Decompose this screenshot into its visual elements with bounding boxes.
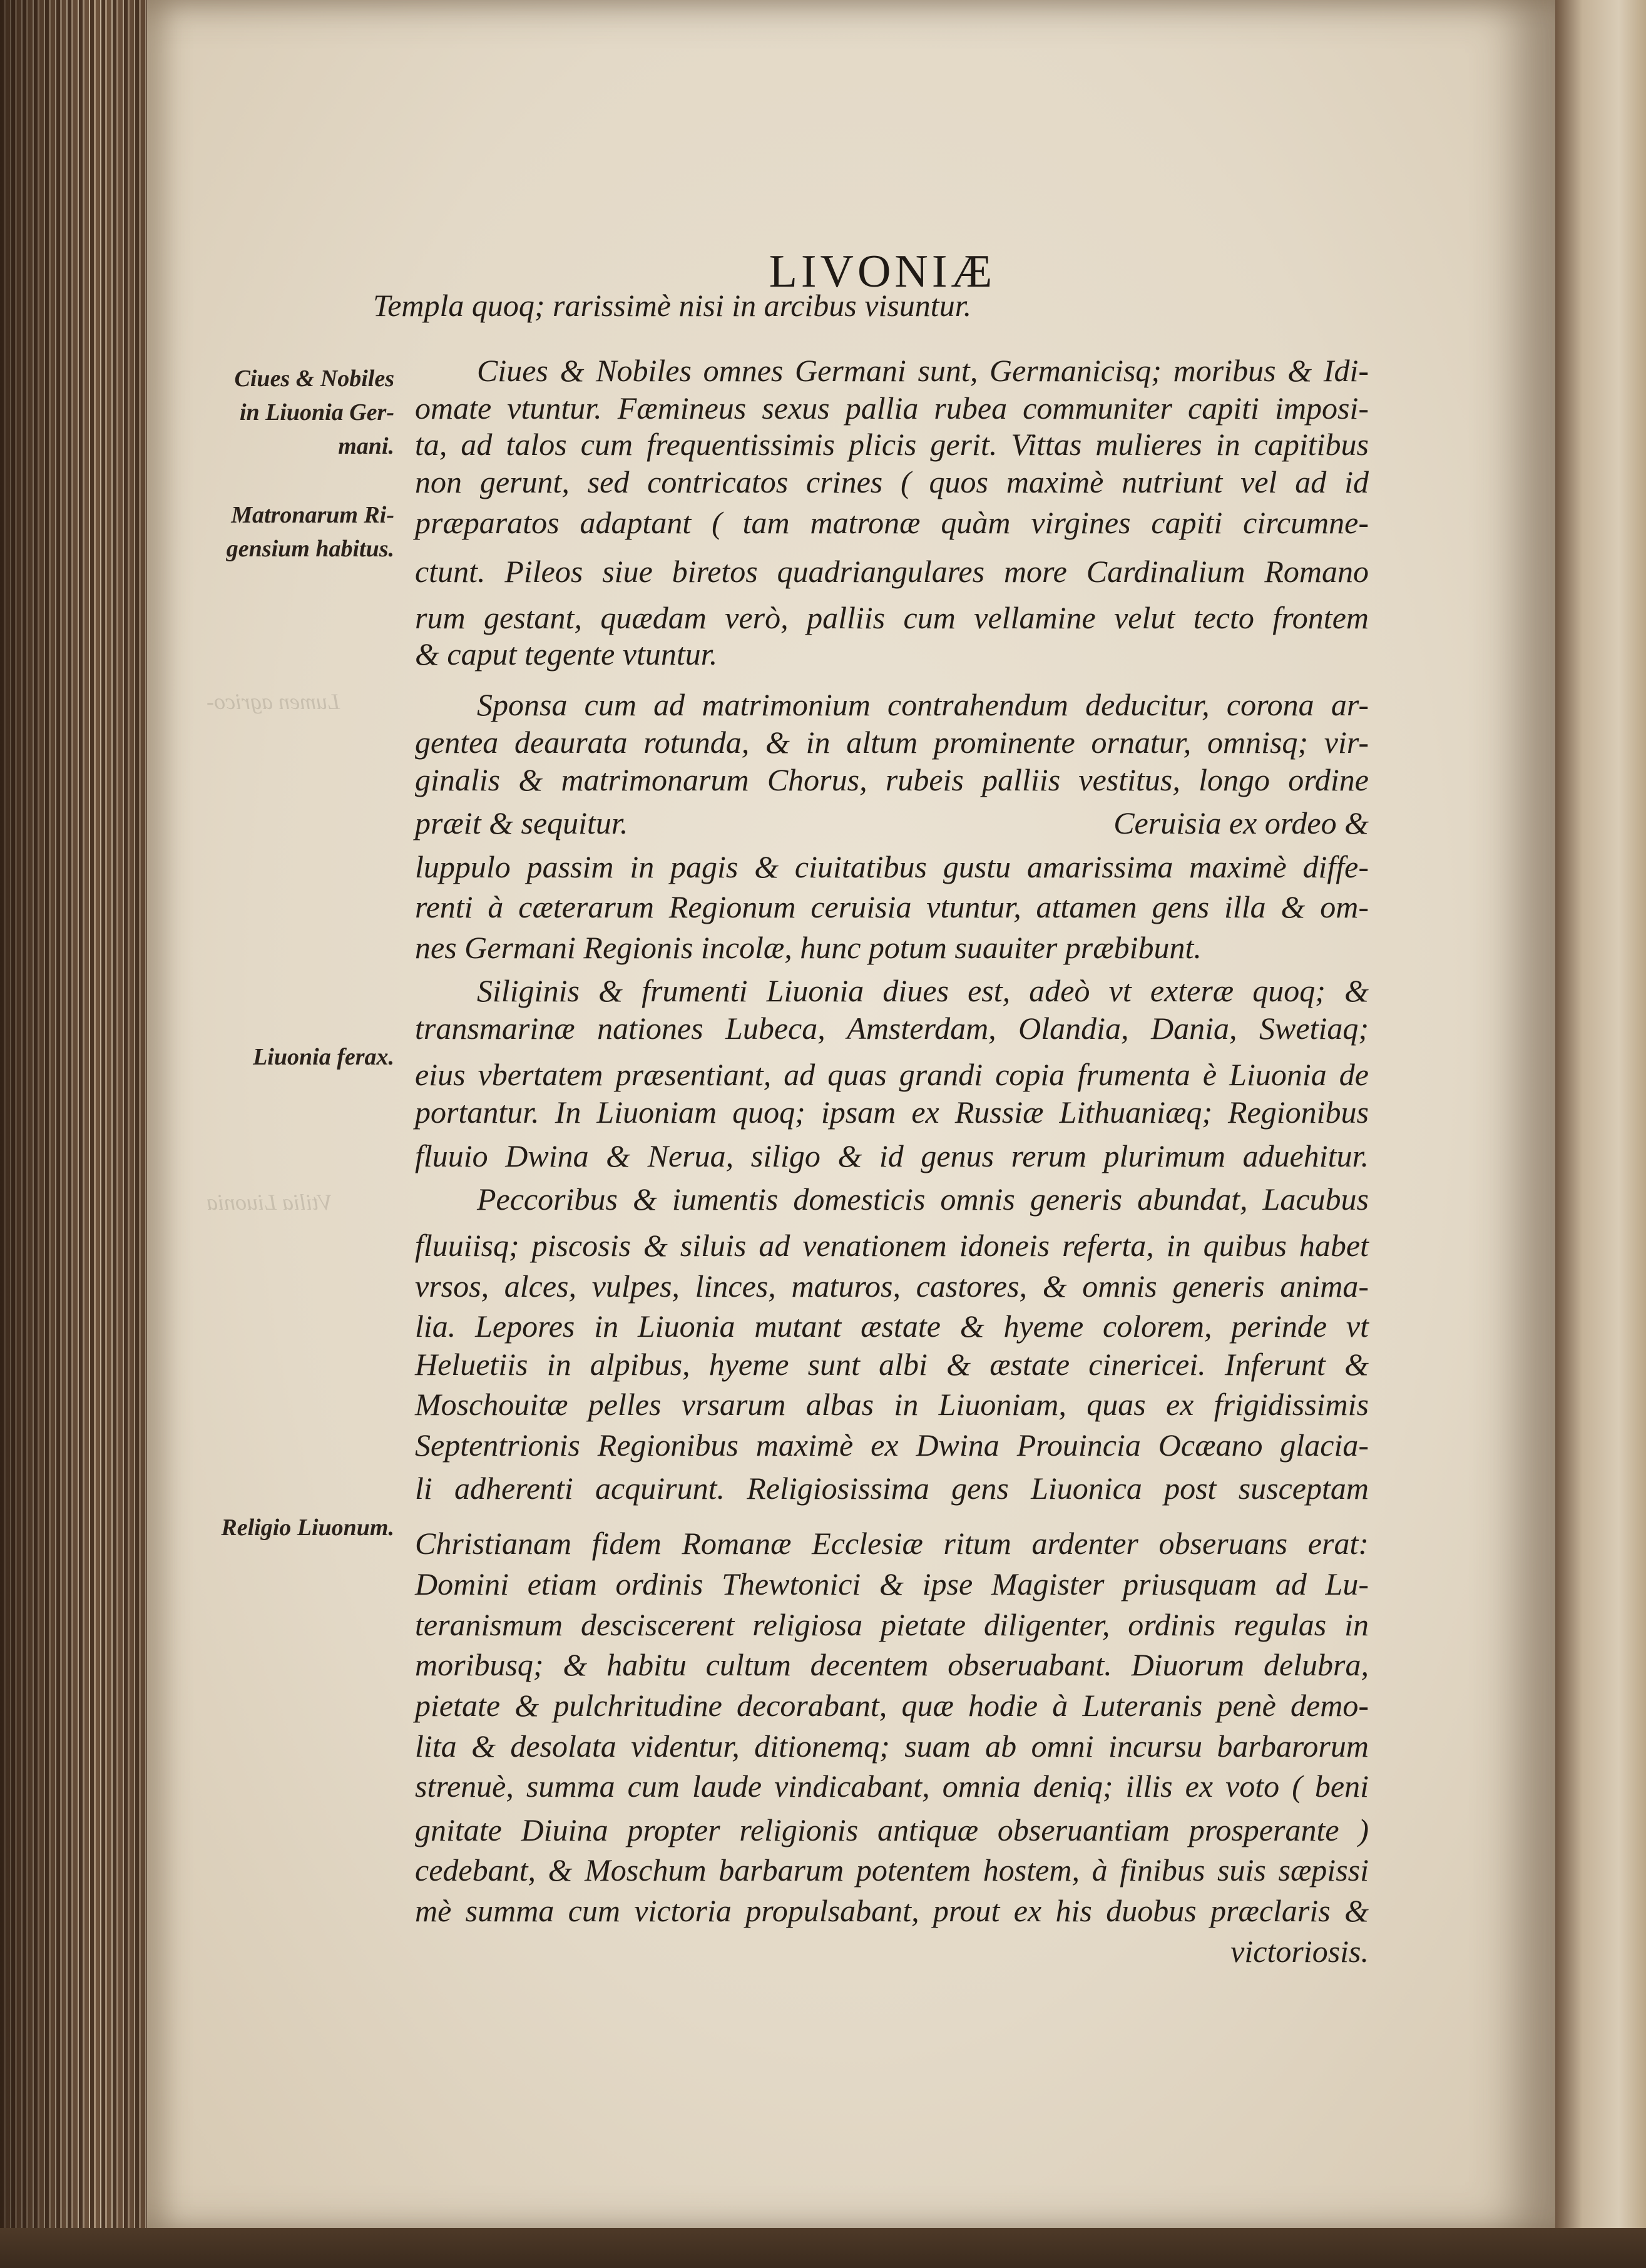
text-line: eius vbertatem præsentiant, ad quas grandi copia frumenta è Liuonia de xyxy=(415,1057,1369,1092)
text-line: omate vtuntur. Fæmineus sexus pallia rubea communiter capiti imposi- xyxy=(415,391,1369,426)
text-line: rum gestant, quædam verò, palliis cum vellamine velut tecto frontem xyxy=(415,600,1369,635)
text-line: fluuio Dwina & Nerua, siligo & id genus rerum plurimum aduehitur. xyxy=(415,1138,1369,1173)
margin-note-line: Matronarum Ri- xyxy=(231,502,394,528)
text-line: Moschouitæ pelles vrsarum albas in Liuoniam, quas ex frigidissimis xyxy=(415,1387,1369,1422)
running-title: LIVONIÆ xyxy=(769,246,996,297)
text-line: vrsos, alces, vulpes, linces, maturos, castores, & omnis generis anima- xyxy=(415,1269,1369,1304)
book-bottom-edge xyxy=(0,2228,1646,2268)
text-line: teranismum desciscerent religiosa pietate diligenter, ordinis regulas in xyxy=(415,1607,1369,1642)
text-line: pietate & pulchritudine decorabant, quæ hodie à Luteranis penè demo- xyxy=(415,1688,1369,1723)
margin-note xyxy=(235,362,394,463)
text-line: Ciues & Nobiles omnes Germani sunt, Germanicisq; moribus & Idi- xyxy=(477,353,1369,388)
text-line: portantur. In Liuoniam quoq; ipsam ex Russiæ Lithuaniæq; Regionibus xyxy=(415,1095,1369,1130)
text-line: gnitate Diuina propter religionis antiquæ obseruantiam prosperante ) xyxy=(415,1812,1369,1847)
text-line: Septentrionis Regionibus maximè ex Dwina Prouincia Ocæano glacia- xyxy=(415,1428,1369,1463)
margin-note xyxy=(221,1511,394,1545)
margin-note xyxy=(227,498,394,566)
text-line: luppulo passim in pagis & ciuitatibus gustu amarissima maximè diffe- xyxy=(415,849,1369,884)
text-line: lia. Lepores in Liuonia mutant æstate & hyeme colorem, perinde vt xyxy=(415,1309,1369,1344)
margin-note-line: gensium habitus. xyxy=(226,536,394,562)
margin-note-line: mani. xyxy=(338,433,394,459)
text-line: præparatos adaptant ( tam matronæ quàm virgines capiti circumne- xyxy=(415,505,1369,540)
text-line: fluuiisq; piscosis & siluis ad venationem idoneis referta, in quibus habet xyxy=(415,1228,1369,1263)
text-line: Sponsa cum ad matrimonium contrahendum deducitur, corona ar- xyxy=(477,687,1369,722)
text-line: non gerunt, sed contricatos crines ( quos maximè nutriunt vel ad id xyxy=(415,464,1369,499)
margin-note-line: Liuonia ferax. xyxy=(253,1044,394,1070)
text-line: mè summa cum victoria propulsabant, prout ex his duobus præclaris & xyxy=(415,1893,1369,1928)
margin-note-line: in Liuonia Ger- xyxy=(239,399,394,426)
text-line: Ceruisia ex ordeo & xyxy=(1113,805,1369,840)
text-line: gentea deaurata rotunda, & in altum prominente ornatur, omnisq; vir- xyxy=(415,725,1369,760)
text-line: cedebant, & Moschum barbarum potentem hostem, à finibus suis sæpissi xyxy=(415,1852,1369,1887)
text-line: ctunt. Pileos siue biretos quadriangulares more Cardinalium Romano xyxy=(415,554,1369,589)
text-line: transmarinæ nationes Lubeca, Amsterdam, Olandia, Dania, Swetiaq; xyxy=(415,1011,1369,1046)
text-line: ginalis & matrimonarum Chorus, rubeis palliis vestitus, longo ordine xyxy=(415,762,1369,797)
text-line: renti à cæterarum Regionum ceruisia vtuntur, attamen gens illa & om- xyxy=(415,889,1369,924)
text-line: Domini etiam ordinis Thewtonici & ipse Magister priusquam ad Lu- xyxy=(415,1566,1369,1601)
text-line: Siliginis & frumenti Liuonia diues est, adeò vt exteræ quoq; & xyxy=(477,973,1369,1008)
text-line: Peccoribus & iumentis domesticis omnis generis abundat, Lacubus xyxy=(477,1182,1369,1217)
text-line: moribusq; & habitu cultum decentem obseruabant. Diuorum delubra, xyxy=(415,1647,1369,1682)
page-stack-edge xyxy=(0,0,156,2268)
margin-note-line: Religio Liuonum. xyxy=(221,1515,394,1541)
text-line: lita & desolata videntur, ditionemq; suam ab omni incursu barbarorum xyxy=(415,1729,1369,1764)
text-line: & caput tegente vtuntur. xyxy=(415,636,718,672)
text-line: præit & sequitur. xyxy=(415,805,628,840)
text-line: Templa quoq; rarissimè nisi in arcibus visuntur. xyxy=(373,288,972,323)
text-line: ta, ad talos cum frequentissimis plicis gerit. Vittas mulieres in capitibus xyxy=(415,427,1369,462)
margin-note xyxy=(253,1040,394,1074)
text-line: Heluetiis in alpibus, hyeme sunt albi & æstate cinericei. Inferunt & xyxy=(415,1347,1369,1382)
margin-note-line: Ciues & Nobiles xyxy=(234,365,394,392)
text-line: li adherenti acquirunt. Religiosissima gens Liuonica post susceptam xyxy=(415,1471,1369,1506)
text-line: victoriosis. xyxy=(1230,1934,1369,1969)
text-line: Christianam fidem Romanæ Ecclesiæ ritum ardenter obseruans erat: xyxy=(415,1526,1369,1561)
text-line: strenuè, summa cum laude vindicabant, omnia deniq; illis ex voto ( beni xyxy=(415,1769,1369,1804)
bleed-through-text: Vtilia Liuonia xyxy=(207,1190,333,1215)
text-line: nes Germani Regionis incolæ, hunc potum suauiter præbibunt. xyxy=(415,930,1202,965)
facing-page-edge xyxy=(1555,0,1646,2234)
bleed-through-text: Lumen agrico- xyxy=(207,689,340,714)
